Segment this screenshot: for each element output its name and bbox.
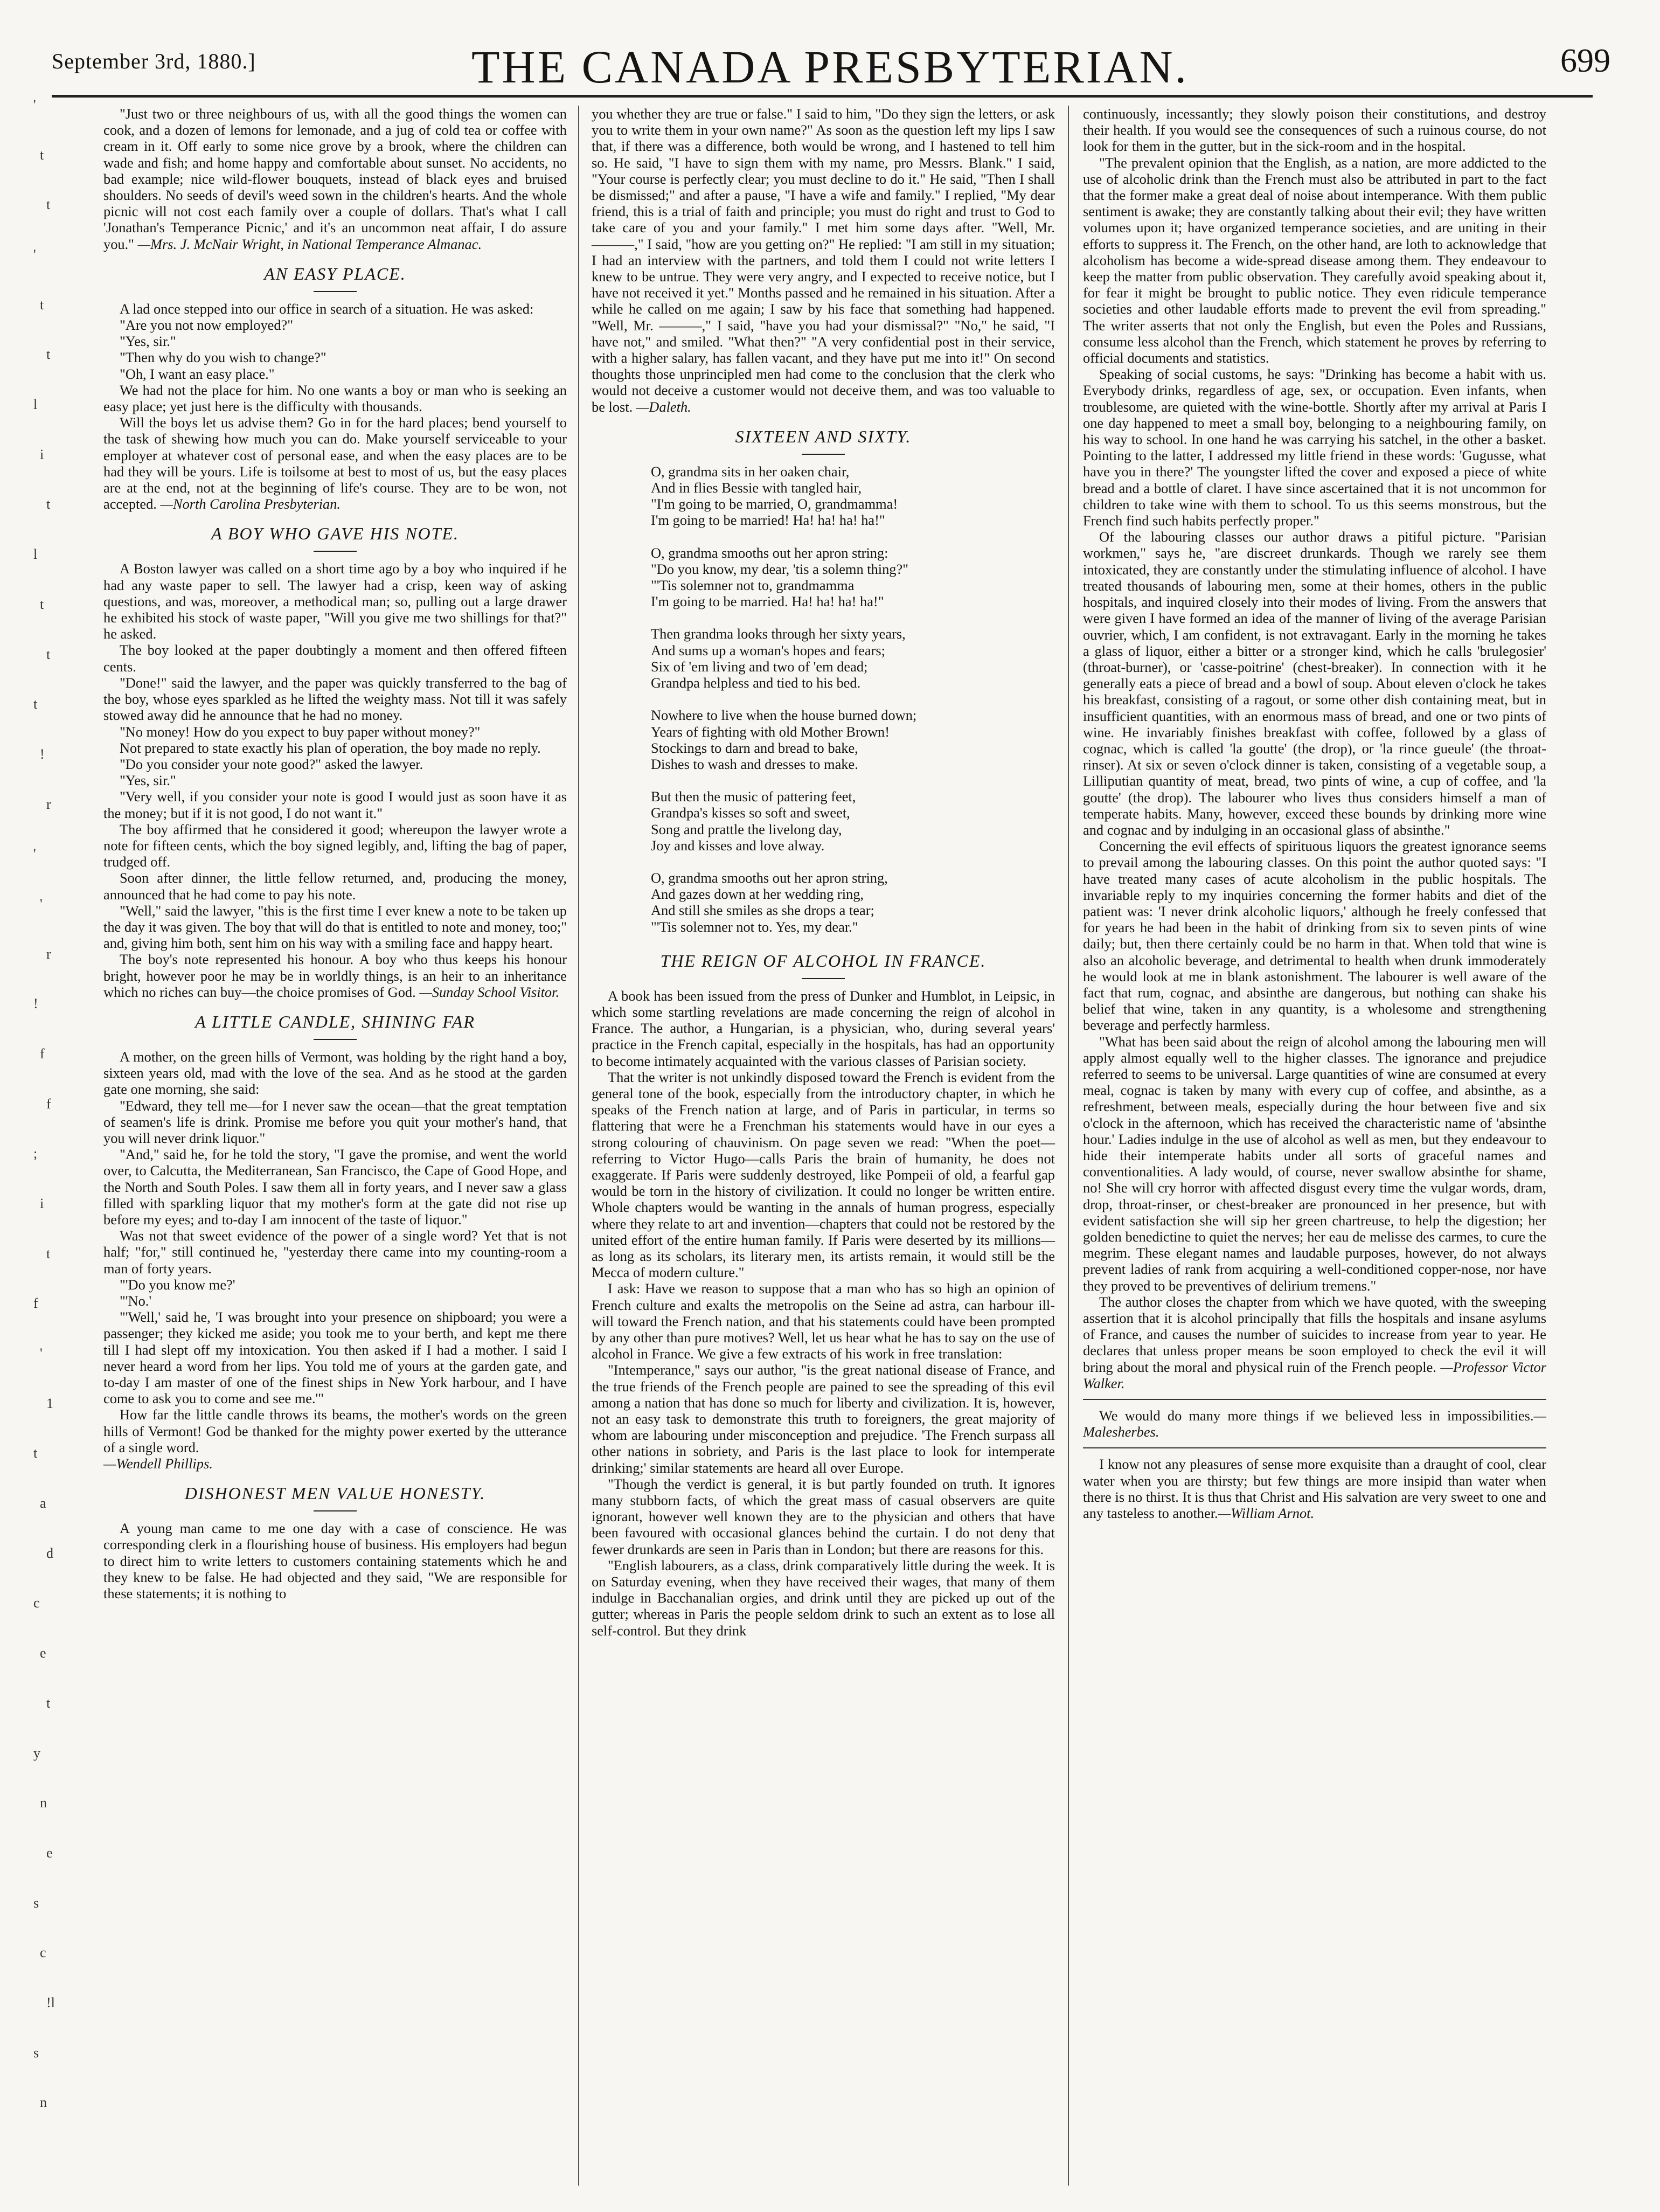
article-paragraph: Was not that sweet evidence of the power of a single word? Yet that is not half; "for," still continued he, "yesterday there came into my counting-room a man of forty years. xyxy=(103,1228,567,1277)
poem xyxy=(592,463,1055,935)
article-paragraph: I know not any pleasures of sense more exquisite than a draught of cool, clear water when you are thirsty; but few things are more insipid than water when there is no thirst. It is thus that Christ and His salvation are very sweet to one and any tasteless to another.—William Arnot. xyxy=(1083,1456,1546,1522)
issue-date: September 3rd, 1880.] xyxy=(52,49,256,73)
margin-mark: f xyxy=(33,1295,38,1312)
margin-mark: ' xyxy=(33,846,36,862)
article-paragraph: We had not the place for him. No one wants a boy or man who is seeking an easy place; yet just here is the difficulty with thousands. xyxy=(103,382,567,415)
poem-line: Joy and kisses and love alway. xyxy=(651,837,825,854)
article-source: —Wendell Phillips. xyxy=(103,1455,213,1472)
margin-mark: f xyxy=(46,1095,51,1112)
section-rule xyxy=(1083,1447,1546,1448)
margin-mark: r xyxy=(46,796,51,812)
margin-mark: a xyxy=(40,1495,46,1511)
poem-line: And gazes down at her wedding ring, xyxy=(651,886,864,903)
dialogue-line: "Are you not now employed?" xyxy=(120,317,294,334)
margin-mark: ' xyxy=(40,896,43,912)
poem-line: Stockings to darn and bread to bake, xyxy=(651,739,858,756)
dialogue-line: "Oh, I want an easy place." xyxy=(120,365,275,382)
header-rule xyxy=(52,95,1593,98)
column-divider xyxy=(1068,106,1069,2186)
article-paragraph: "'No.' xyxy=(120,1293,152,1309)
margin-mark: t xyxy=(40,147,44,163)
margin-mark: l xyxy=(33,397,38,413)
article-heading: SIXTEEN AND SIXTY. xyxy=(735,426,912,446)
margin-mark: ! xyxy=(33,996,38,1012)
article-paragraph: The boy affirmed that he considered it good; whereupon the lawyer wrote a note for fifteen cents, which the boy signed legibly, and, lifting the bag of paper, trudged off. xyxy=(103,821,567,870)
margin-mark: d xyxy=(46,1545,53,1561)
heading-rule xyxy=(314,291,357,292)
article-paragraph: Will the boys let us advise them? Go in for the hard places; bend yourself to the task of shewing how much you can do. Make yourself serviceable to your employer at whatever cost of personal ease, and when the easy places are to be had they will be yours. Life is toilsome at best to most of us, but the easy places are at the end, not at the beginning of life's course. They are to be won, not accepted. —North Carolina Presbyterian. xyxy=(103,414,567,512)
poem-line: I'm going to be married. Ha! ha! ha! ha!" xyxy=(651,593,884,610)
poem-line: And sums up a woman's hopes and fears; xyxy=(651,642,885,658)
article-paragraph: A lad once stepped into our office in search of a situation. He was asked: xyxy=(120,300,534,317)
poem-line: Then grandma looks through her sixty years, xyxy=(651,626,906,642)
heading-rule xyxy=(802,978,845,979)
margin-mark: n xyxy=(40,2095,47,2111)
margin-mark: i xyxy=(40,446,44,462)
article-paragraph: "Intemperance," says our author, "is the great national disease of France, and the true friends of the French people are pained to see the spreading of this evil among a nation that has done so much for liberty and civilization. It is, however, not an easy task to demonstrate this truth to foreigners, the great majority of whom are labouring under misconception and prejudice. 'The French surpass all other nations in sobriety, and Paris is the last place to look for intemperate drinking;' similar statements are heard all over Europe. xyxy=(592,1362,1055,1476)
margin-mark: ; xyxy=(33,1146,38,1162)
poem-line: Grandpa's kisses so soft and sweet, xyxy=(651,805,850,821)
margin-mark: ! xyxy=(40,746,45,762)
page-header xyxy=(0,43,1660,92)
article-paragraph: "Very well, if you consider your note is good I would just as soon have it as the money; but if it is not good, I do not want it." xyxy=(103,788,567,821)
article-paragraph: Concerning the evil effects of spirituous liquors the greatest ignorance seems to prevail among the labouring classes. On this point the author quoted says: "I have treated many cases of acute alcoholism in the public hospitals. The invariable reply to my inquiries concerning the former habits and diet of the patient was: 'I never drink alcoholic liquors,' although he freely confessed that for years he had been in the habit of drinking from six to seven pints of wine daily; but, then there certainly could be no harm in that. When told that wine is also an alcoholic beverage, and detrimental to health when drunk immoderately he would look at me in blank astonishment. The labourer is well aware of the fact that rum, cognac, and absinthe are dangerous, but nothing can shake his belief that wine, taken in any quantity, is a wholesome and strengthening beverage and perfectly harmless. xyxy=(1083,838,1546,1034)
poem-line: But then the music of pattering feet, xyxy=(651,788,856,805)
article-paragraph: "No money! How do you expect to buy paper without money?" xyxy=(120,723,481,740)
article-heading: A LITTLE CANDLE, SHINING FAR xyxy=(195,1011,475,1031)
margin-mark: 1 xyxy=(46,1395,53,1411)
poem-line: Years of fighting with old Mother Brown! xyxy=(651,723,890,740)
article-paragraph: "Though the verdict is general, it is but partly founded on truth. It ignores many stubborn facts, of which the great mass of casual observers are quite ignorant, however well known they are to the physician and others that have been favoured with occasional glances behind the curtain. I do not deny that fewer drunkards are seen in Paris than in London; but there are reasons for this. xyxy=(592,1475,1055,1557)
margin-mark: i xyxy=(40,1196,44,1212)
page-number: 699 xyxy=(1560,43,1610,79)
poem-line: Grandpa helpless and tied to his bed. xyxy=(651,675,861,691)
poem-line: I'm going to be married! Ha! ha! ha! ha!" xyxy=(651,512,885,529)
margin-mark: ' xyxy=(33,97,36,113)
margin-mark: c xyxy=(40,1945,46,1961)
article-paragraph: Speaking of social customs, he says: "Drinking has become a habit with us. Everybody drinks, regardless of age, sex, or occupation. Even infants, when troublesome, are quieted with the wine-bottle. Shortly after my arrival at Paris I one day happened to meet a small boy, belonging to a neighbouring family, on his way to school. In one hand he was carrying his satchel, in the other a basket. Pointing to the latter, I addressed my little friend in these words: 'Gugusse, what have you in there?' The youngster lifted the cover and exposed a piece of white bread and a bottle of claret. I have since ascertained that it is not uncommon for children to take wine with them to school. To us this seems monstrous, but the French find such habits perfectly proper." xyxy=(1083,366,1546,529)
poem-line: Six of 'em living and two of 'em dead; xyxy=(651,658,868,675)
poem-line: "'Tis solemner not to, grandmamma xyxy=(651,577,855,594)
article-paragraph: "English labourers, as a class, drink comparatively little during the week. It is on Saturday evening, when they have received their wages, that many of them indulge in Bacchanalian orgies, and drink until they are picked up out of the gutter; whereas in Paris the people seldom drink to such an extent as to lose all self-control. But they drink xyxy=(592,1557,1055,1639)
margin-mark: t xyxy=(46,496,51,512)
poem-stanza xyxy=(651,463,1055,529)
article-paragraph: A book has been issued from the press of Dunker and Humblot, in Leipsic, in which some startling revelations are made concerning the reign of alcohol in France. The author, a Hungarian, is a physician, who, during several years' practice in the French capital, especially in the hospitals, has had an opportunity to become intimately acquainted with the various classes of Parisian society. xyxy=(592,987,1055,1069)
margin-mark: e xyxy=(46,1845,53,1861)
article-paragraph: "Well," said the lawyer, "this is the first time I ever knew a note to be taken up the day it was given. The boy that will do that is entitled to note and money, too;" and, giving him both, sent him on his way with a smiling face and happy heart. xyxy=(103,902,567,952)
margin-mark: t xyxy=(46,1245,51,1261)
article-paragraph: I ask: Have we reason to suppose that a man who has so high an opinion of French culture and exalts the metropolis on the Seine ad astra, can harbour ill-will toward the French nation, and that his statements could have been prompted by any other than pure motives? Well, let us hear what he has to say on the use of alcohol in France. We give a few extracts of his work in free translation: xyxy=(592,1280,1055,1362)
margin-mark: t xyxy=(40,296,44,313)
article-paragraph: A mother, on the green hills of Vermont, was holding by the right hand a boy, sixteen years old, mad with the love of the sea. And as he stood at the garden gate one morning, she said: xyxy=(103,1048,567,1098)
margin-mark: t xyxy=(46,346,51,363)
article-paragraph: A Boston lawyer was called on a short time ago by a boy who inquired if he had any waste paper to sell. The lawyer had a crisp, keen way of asking questions, and was, moreover, a methodical man; so, pulling out a large drawer he exhibited his stock of waste paper, "Will you give me two shillings for that?" he asked. xyxy=(103,560,567,642)
margin-mark: t xyxy=(46,1695,51,1711)
section-rule xyxy=(1083,1399,1546,1400)
margin-mark: s xyxy=(33,1895,39,1911)
margin-mark: t xyxy=(33,696,38,712)
column-divider xyxy=(578,106,579,2186)
article-paragraph: "The prevalent opinion that the English, as a nation, are more addicted to the use of alcoholic drink than the French must also be attributed in part to the fact that the former make a great deal of noise about intemperance. With them public sentiment is awake; they are constantly talking about their evil; they have written volumes upon it; have organized temperance societies, and are uniting in their efforts to suppress it. The French, on the other hand, are loth to acknowledge that alcoholism has become a wide-spread disease among them. They endeavour to keep the matter from public observation. They carefully avoid speaking about it, for fear it might be brought to public notice. They even ridicule temperance societies and other laudable efforts made to prevent the evil from spreading." The writer asserts that not only the English, but even the Poles and Russians, consume less alcohol than the French, which statement he proves by referring to official documents and statistics. xyxy=(1083,154,1546,366)
margin-mark: ' xyxy=(40,1346,43,1362)
article-paragraph: "Just two or three neighbours of us, with all the good things the women can cook, and a dozen of lemons for lemonade, and a jug of cold tea or coffee with cream in it. Off early to some nice grove by a brook, where the children can wade and fish; and home happy and comfortable about sunset. No accidents, no bad example; nice wild-flower bouquets, instead of black eyes and bruised shoulders. No seeds of devil's weed sown in the children's hearts. And the whole picnic will not cost each family over a couple of dollars. That's what I call 'Jonathan's Temperance Picnic,' and it's an uncommon neat affair, I do assure you." —Mrs. J. McNair Wright, in National Temperance Almanac. xyxy=(103,106,567,252)
masthead-title: THE CANADA PRESBYTERIAN. xyxy=(471,41,1189,93)
article-paragraph: The boy's note represented his honour. A boy who thus keeps his honour bright, however poor he may be in worldly things, is an heir to an inheritance which no riches can buy—the choice promises of God. —Sunday School Visitor. xyxy=(103,951,567,1000)
article-paragraph: "Edward, they tell me—for I never saw the ocean—that the great temptation of seamen's life is drink. Promise me before you quit your mother's hand, that you will never drink liquor." xyxy=(103,1097,567,1146)
article-paragraph: The author closes the chapter from which we have quoted, with the sweeping assertion that it is alcohol principally that fills the hospitals and insane asylums of France, and causes the number of suicides to increase from year to year. He declares that unless proper means be soon employed to check the evil it will bring about the moral and physical ruin of the French people. —Professor Victor Walker. xyxy=(1083,1293,1546,1391)
poem-line: And still she smiles as she drops a tear; xyxy=(651,902,874,919)
article-heading: THE REIGN OF ALCOHOL IN FRANCE. xyxy=(660,951,987,970)
column-2 xyxy=(592,106,1055,1639)
dialogue-line: "Then why do you wish to change?" xyxy=(120,349,327,366)
margin-mark: t xyxy=(40,596,44,612)
poem-line: "I'm going to be married, O, grandmamma! xyxy=(651,496,898,512)
margin-mark: r xyxy=(46,946,51,962)
margin-mark: y xyxy=(33,1745,40,1761)
heading-rule xyxy=(314,551,357,552)
margin-mark: s xyxy=(33,2044,39,2061)
article-paragraph: "'Do you know me?' xyxy=(120,1276,235,1293)
column-3 xyxy=(1083,106,1546,1521)
margin-mark: ' xyxy=(33,247,36,263)
article-paragraph: "Yes, sir." xyxy=(120,772,176,789)
poem-stanza xyxy=(651,545,1055,610)
margin-mark: l xyxy=(33,546,38,563)
margin-mark: !l xyxy=(46,1994,55,2010)
article-heading: AN EASY PLACE. xyxy=(264,264,406,283)
poem-line: O, grandma smooths out her apron string, xyxy=(651,869,888,886)
margin-mark: t xyxy=(33,1445,38,1461)
poem-stanza xyxy=(651,870,1055,935)
article-paragraph: We would do many more things if we believed less in impossibilities.—Malesherbes. xyxy=(1083,1407,1546,1440)
margin-mark: e xyxy=(40,1645,46,1661)
poem-stanza xyxy=(651,788,1055,854)
article-paragraph: Of the labouring classes our author draws a pitiful picture. "Parisian workmen," says he, "are discreet drunkards. Though we rarely see them intoxicated, they are constantly under the stimulating influence of alcohol. I have treated thousands of labouring men, some at their homes, others in the public hospitals, and inquired closely into their modes of living. From the answers that were given I have formed an idea of the manner of living of the average Parisian ouvrier, which, I am confident, is not extravagant. Early in the morning he takes a glass of liquor, either a bitter or a stronger kind, which he calls 'brulegosier' (throat-burner), or 'casse-poitrine' (chest-breaker). In connection with it he generally eats a piece of bread and a bowl of soup. About eleven o'clock he takes his breakfast, consisting of a ragout, or some other dish containing meat, but in insufficient quantities, with an enormous mass of bread, and one or two pints of wine. He invariably finishes breakfast with coffee, followed by a glass of cognac, which is called 'la goutte' (the drop), or 'la rince gueule' (the throat-rinser). At six or seven o'clock dinner is taken, consisting of a vegetable soup, a Lilliputian quantity of meat, bread, two pints of wine, a cup of coffee, and 'la goutte' (the drop). The labourer who lives thus considers himself a man of temperate habits. Many, however, exceed these bounds by drinking more wine and cognac and by indulging in an occasional glass of absinthe." xyxy=(1083,529,1546,838)
article-paragraph: That the writer is not unkindly disposed toward the French is evident from the general tone of the book, especially from the introductory chapter, in which he speaks of the French nation at large, and of Paris in particular, in terms so flattering that were he a Frenchman his statements would have in our eyes a strong colouring of chauvinism. On page seven we read: "When the poet—referring to Victor Hugo—calls Paris the brain of humanity, he does not exaggerate. If Paris were suddenly destroyed, like Pompeii of old, a fearful gap would be torn in the history of civilization. It could no longer be written entire. Whole chapters would be wanting in the annals of human progress, especially where they relate to art and invention—chapters that could not be restored by the united effort of the entire human family. If Paris were deserted by its millions—as long as its scholars, its literary men, its artists remain, it would still be the Mecca of modern culture." xyxy=(592,1069,1055,1281)
margin-mark: f xyxy=(40,1045,45,1062)
margin-mark: t xyxy=(46,197,51,213)
article-paragraph: continuously, incessantly; they slowly poison their constitutions, and destroy their health. If you would see the consequences of such a ruinous course, do not look for them in the gutter, but in the sick-room and in the hospital. xyxy=(1083,106,1546,155)
article-paragraph: Not prepared to state exactly his plan of operation, the boy made no reply. xyxy=(120,739,541,756)
article-paragraph: Soon after dinner, the little fellow returned, and, producing the money, announced that he had come to pay his note. xyxy=(103,870,567,903)
poem-line: "'Tis solemner not to. Yes, my dear." xyxy=(651,918,858,935)
heading-rule xyxy=(802,454,845,455)
poem-line: "Do you know, my dear, 'tis a solemn thing?" xyxy=(651,560,908,577)
dialogue-line: "Yes, sir." xyxy=(120,333,176,350)
left-margin-bleed xyxy=(33,86,77,2188)
article-paragraph: you whether they are true or false." I said to him, "Do they sign the letters, or ask you to write them in your own name?" As soon as the question left my lips I saw that, if there was a difference, both would be wrong, and I hastened to tell him so. He said, "I have to sign them with my name, pro Messrs. Blank." I said, "Your course is perfectly clear; you must decline to do it." He said, "Then I shall be dismissed;" and after a pause, "I have a wife and family." I replied, "My dear friend, this is a trial of faith and principle; you must do right and trust to God to take care of you and your family." I met him some days after. "Well, Mr. ———," I said, "how are you getting on?" He replied: "I am still in my situation; I had an interview with the partners, and told them I could not write letters I knew to be untrue. They were very angry, and I expected to receive notice, but I have not received it yet." Months passed and he remained in his situation. After a while he called on me again; I saw by his face that something had happened. "Well, Mr. ———," I said, "have you had your dismissal?" "No," he said, "I have not," and smiled. "What then?" "A very confidential post in their service, with a higher salary, has fallen vacant, and they have put me into it!" On second thoughts those unprincipled men had come to the conclusion that the clerk who would not deceive a customer would not deceive them, and was too valuable to be lost. —Daleth. xyxy=(592,106,1055,415)
article-heading: A BOY WHO GAVE HIS NOTE. xyxy=(211,524,459,544)
poem-line: And in flies Bessie with tangled hair, xyxy=(651,480,862,496)
poem-line: Dishes to wash and dresses to make. xyxy=(651,755,858,772)
article-paragraph: How far the little candle throws its beams, the mother's words on the green hills of Vermont! God be thanked for the mighty power exerted by the utterance of a single word. xyxy=(103,1406,567,1455)
column-1 xyxy=(103,106,567,1601)
poem-line: Nowhere to live when the house burned down; xyxy=(651,707,917,724)
poem-line: O, grandma smooths out her apron string: xyxy=(651,544,888,561)
article-paragraph: "'Well,' said he, 'I was brought into your presence on shipboard; you were a passenger; they kicked me aside; you took me to your berth, and kept me there till I had slept off my intoxication. You then asked if I had a mother. I said I never heard a word from her lips. You told me of yours at the garden gate, and to-day I am master of one of the finest ships in New York harbour, and I have come to ask you to come and see me.'" xyxy=(103,1309,567,1407)
poem-stanza xyxy=(651,626,1055,691)
article-heading: DISHONEST MEN VALUE HONESTY. xyxy=(184,1483,486,1503)
margin-mark: c xyxy=(33,1595,40,1611)
article-paragraph: "What has been said about the reign of alcohol among the labouring men will apply almost equally well to the higher classes. The ignorance and prejudice referred to seems to be universal. Large quantities of wine are consumed at every meal, cognac is taken by many with every cup of coffee, and absinthe, as a refreshment, between meals, especially during the hour between five and six o'clock in the afternoon, which has received the characteristic name of 'absinthe hour.' Ladies indulge in the use of alcohol as well as men, but they endeavour to hide their intemperate habits under all sorts of graceful names and conventionalities. A lady would, of course, never swallow absinthe for shame, no! She will cry horror with affected disgust every time the vulgar words, dram, drop, throat-rinser, or chest-breaker are pronounced in her presence, but with evident satisfaction she will sip her green chartreuse, to help the digestion; her golden benedictine to quiet the nerves; her eau de melisse des carmes, to cure the megrim. These elegant names and laudable purposes, however, do not always prevent ladies of rank from acquiring a well-conditioned copper-nose, nor have they proved to be preventives of delirium tremens." xyxy=(1083,1033,1546,1294)
margin-mark: n xyxy=(40,1795,47,1811)
article-paragraph: "Do you consider your note good?" asked the lawyer. xyxy=(120,755,423,772)
article-paragraph: "And," said he, for he told the story, "I gave the promise, and went the world over, to Calcutta, the Mediterranean, San Francisco, the Cape of Good Hope, and the North and South Poles. I saw them all in forty years, and I never saw a glass filled with sparkling liquor that my mother's form at the gate did not rise up before my eyes; and to-day I am innocent of the taste of liquor." xyxy=(103,1146,567,1228)
article-paragraph: A young man came to me one day with a case of conscience. He was corresponding clerk in a flourishing house of business. His employers had begun to direct him to write letters to customers containing statements which he and they knew to be false. He had objected and they said, "We are responsible for these statements; it is nothing to xyxy=(103,1520,567,1602)
margin-mark: t xyxy=(46,646,51,662)
article-paragraph: The boy looked at the paper doubtingly a moment and then offered fifteen cents. xyxy=(103,642,567,675)
article-paragraph: "Done!" said the lawyer, and the paper was quickly transferred to the bag of the boy, whose eyes sparkled as he lifted the weighty mass. Not till it was safely stowed away did he announce that he had no money. xyxy=(103,674,567,724)
heading-rule xyxy=(314,1510,357,1511)
poem-stanza xyxy=(651,707,1055,772)
poem-line: O, grandma sits in her oaken chair, xyxy=(651,463,850,480)
heading-rule xyxy=(314,1039,357,1040)
poem-line: Song and prattle the livelong day, xyxy=(651,821,842,837)
